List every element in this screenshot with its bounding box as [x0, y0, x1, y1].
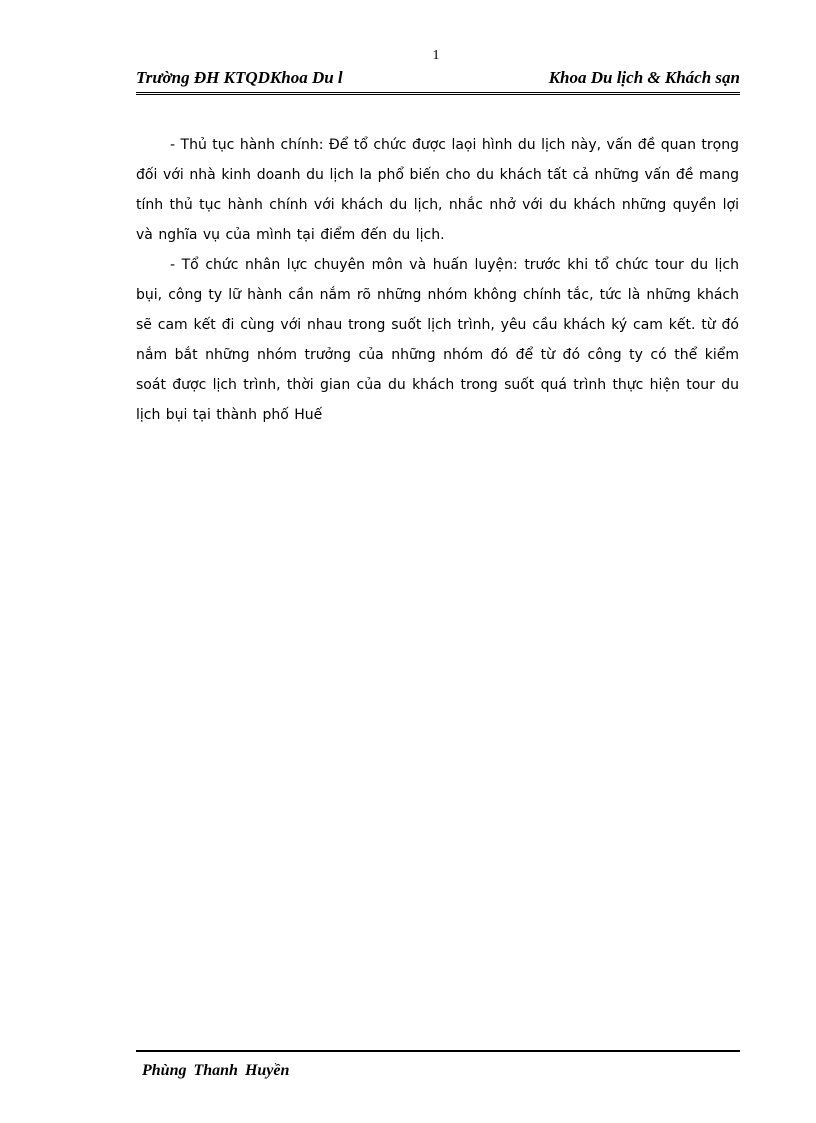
footer-author: Phùng Thanh Huyền — [142, 1062, 290, 1079]
page-footer — [136, 1050, 740, 1079]
paragraph-administrative-procedures: - Thủ tục hành chính: Để tổ chức được laọi hình du lịch này, vấn đề quan trọng đối với nhà kinh doanh du lịch la phổ biến cho du khách tất cả những vấn đề mang tính thủ tục hành chính với khách du lịch, nhắc nhở với du khách những quyền lợi và nghĩa vụ của mình tại điểm đến du lịch. — [136, 137, 739, 243]
header-faculty: Khoa Du lịch & Khách sạn — [548, 68, 740, 87]
header-university: Trường ĐH KTQDKhoa Du l — [136, 68, 343, 87]
paragraph-staff-organization: - Tổ chức nhân lực chuyên môn và huấn luyện: trước khi tổ chức tour du lịch bụi, công ty lữ hành cần nắm rõ những nhóm không chính tắc, tức là những khách sẽ cam kết đi cùng với nhau trong suốt lịch trình, yêu cầu khách ký cam kết. từ đó nắm bắt những nhóm trưởng của những nhóm đó để từ đó công ty có thể kiểm soát được lịch trình, thời gian của du khách trong suốt quá trình thực hiện tour du lịch bụi tại thành phố Huế — [136, 257, 739, 423]
document-body — [136, 130, 739, 430]
page-header — [136, 66, 740, 95]
page-number: 1 — [432, 48, 440, 63]
